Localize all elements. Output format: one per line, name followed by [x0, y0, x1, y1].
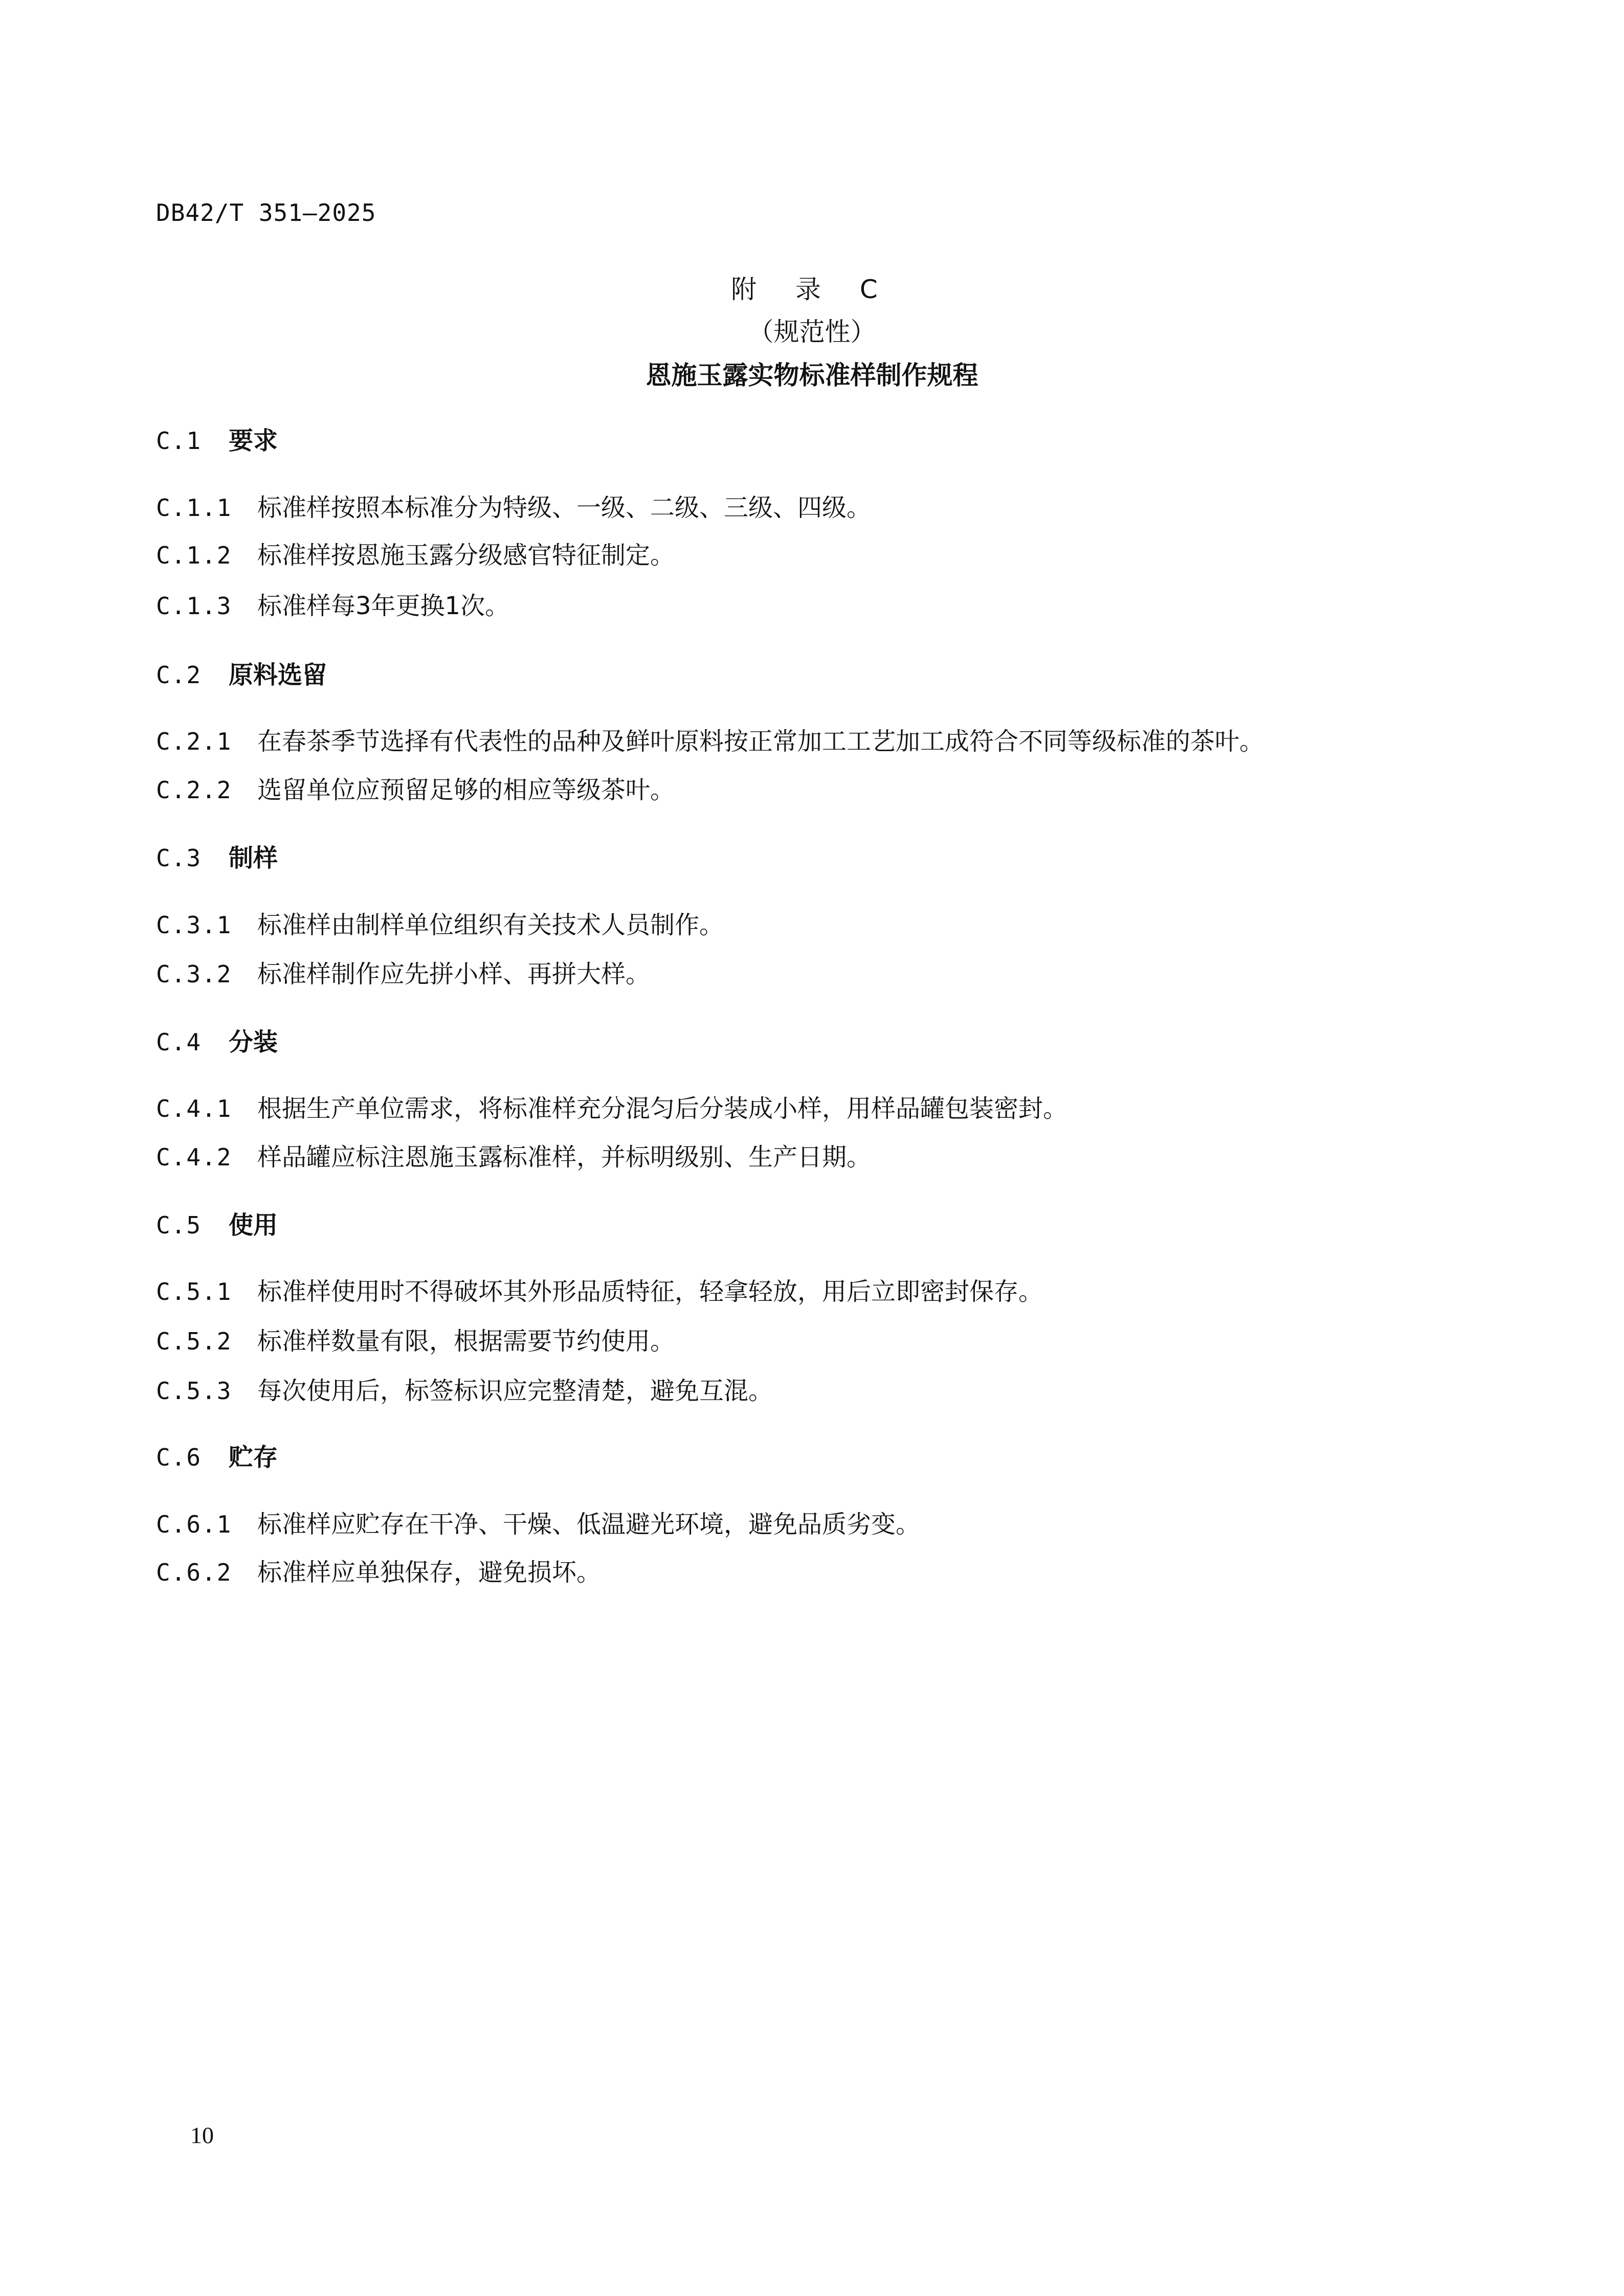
clause-number: C.2.1	[156, 728, 232, 755]
clause-number: C.2.2	[156, 776, 232, 804]
appendix-title: 附 录 C	[731, 275, 893, 304]
clause-c5-2	[156, 1326, 675, 1357]
section-heading-c1	[156, 425, 278, 456]
clause-c5-1	[156, 1276, 1043, 1307]
clause-text: 标准样使用时不得破坏其外形品质特征，轻拿轻放，用后立即密封保存。	[257, 1277, 1043, 1306]
clause-c3-1	[156, 910, 724, 940]
clause-c6-2	[156, 1557, 601, 1588]
clause-text: 在春茶季节选择有代表性的品种及鲜叶原料按正常加工工艺加工成符合不同等级标准的茶叶。	[257, 727, 1264, 756]
section-title: 原料选留	[229, 661, 327, 689]
page-number: 10	[190, 2122, 214, 2148]
clause-text: 标准样由制样单位组织有关技术人员制作。	[257, 911, 724, 939]
section-title: 分装	[229, 1028, 278, 1056]
clause-number: C.6.2	[156, 1559, 232, 1586]
clause-text: 标准样应贮存在干净、干燥、低温避光环境，避免品质劣变。	[257, 1510, 921, 1539]
clause-c2-1	[156, 726, 1264, 757]
section-heading-c5	[156, 1210, 278, 1241]
clause-c1-3	[156, 591, 509, 621]
section-number: C.6	[156, 1444, 202, 1471]
clause-number: C.6.1	[156, 1511, 232, 1538]
clause-number: C.5.2	[156, 1327, 232, 1355]
clause-number: C.5.1	[156, 1278, 232, 1305]
clause-text: 标准样每3年更换1次。	[257, 592, 510, 620]
appendix-name: 恩施玉露实物标准样制作规程	[646, 361, 978, 390]
clause-number: C.1.1	[156, 494, 232, 522]
clause-text: 根据生产单位需求，将标准样充分混匀后分装成小样，用样品罐包装密封。	[257, 1094, 1068, 1123]
clause-text: 标准样应单独保存，避免损坏。	[257, 1558, 602, 1587]
clause-c2-2	[156, 775, 675, 805]
document-code: DB42/T 351—2025	[156, 199, 376, 227]
clause-text: 样品罐应标注恩施玉露标准样，并标明级别、生产日期。	[257, 1143, 872, 1172]
section-heading-c3	[156, 843, 278, 873]
clause-c4-2	[156, 1142, 871, 1173]
clause-c1-2	[156, 540, 675, 571]
clause-text: 选留单位应预留足够的相应等级茶叶。	[257, 776, 675, 804]
section-number: C.3	[156, 844, 202, 872]
section-number: C.4	[156, 1028, 202, 1056]
section-title: 制样	[229, 844, 278, 872]
section-number: C.5	[156, 1211, 202, 1239]
section-title: 要求	[229, 426, 278, 455]
clause-text: 标准样按恩施玉露分级感官特征制定。	[257, 541, 675, 570]
section-title: 使用	[229, 1211, 278, 1240]
clause-text: 标准样数量有限，根据需要节约使用。	[257, 1327, 675, 1356]
section-heading-c2	[156, 660, 327, 690]
clause-text: 标准样制作应先拼小样、再拼大样。	[257, 960, 651, 988]
section-title: 贮存	[229, 1443, 278, 1472]
clause-number: C.4.1	[156, 1095, 232, 1122]
clause-number: C.1.3	[156, 592, 232, 620]
clause-number: C.3.2	[156, 960, 232, 988]
clause-text: 每次使用后，标签标识应完整清楚，避免互混。	[257, 1377, 773, 1405]
clause-c1-1	[156, 492, 871, 523]
clause-number: C.3.1	[156, 911, 232, 939]
appendix-nature: （规范性）	[748, 317, 876, 347]
clause-c5-3	[156, 1376, 773, 1406]
section-number: C.1	[156, 427, 202, 455]
clause-number: C.1.2	[156, 542, 232, 569]
clause-c3-2	[156, 959, 650, 989]
clause-c6-1	[156, 1509, 920, 1540]
clause-text: 标准样按照本标准分为特级、一级、二级、三级、四级。	[257, 493, 872, 522]
section-number: C.2	[156, 661, 202, 689]
clause-number: C.4.2	[156, 1143, 232, 1171]
section-heading-c4	[156, 1027, 278, 1057]
clause-c4-1	[156, 1093, 1067, 1124]
section-heading-c6	[156, 1442, 278, 1473]
clause-number: C.5.3	[156, 1377, 232, 1405]
